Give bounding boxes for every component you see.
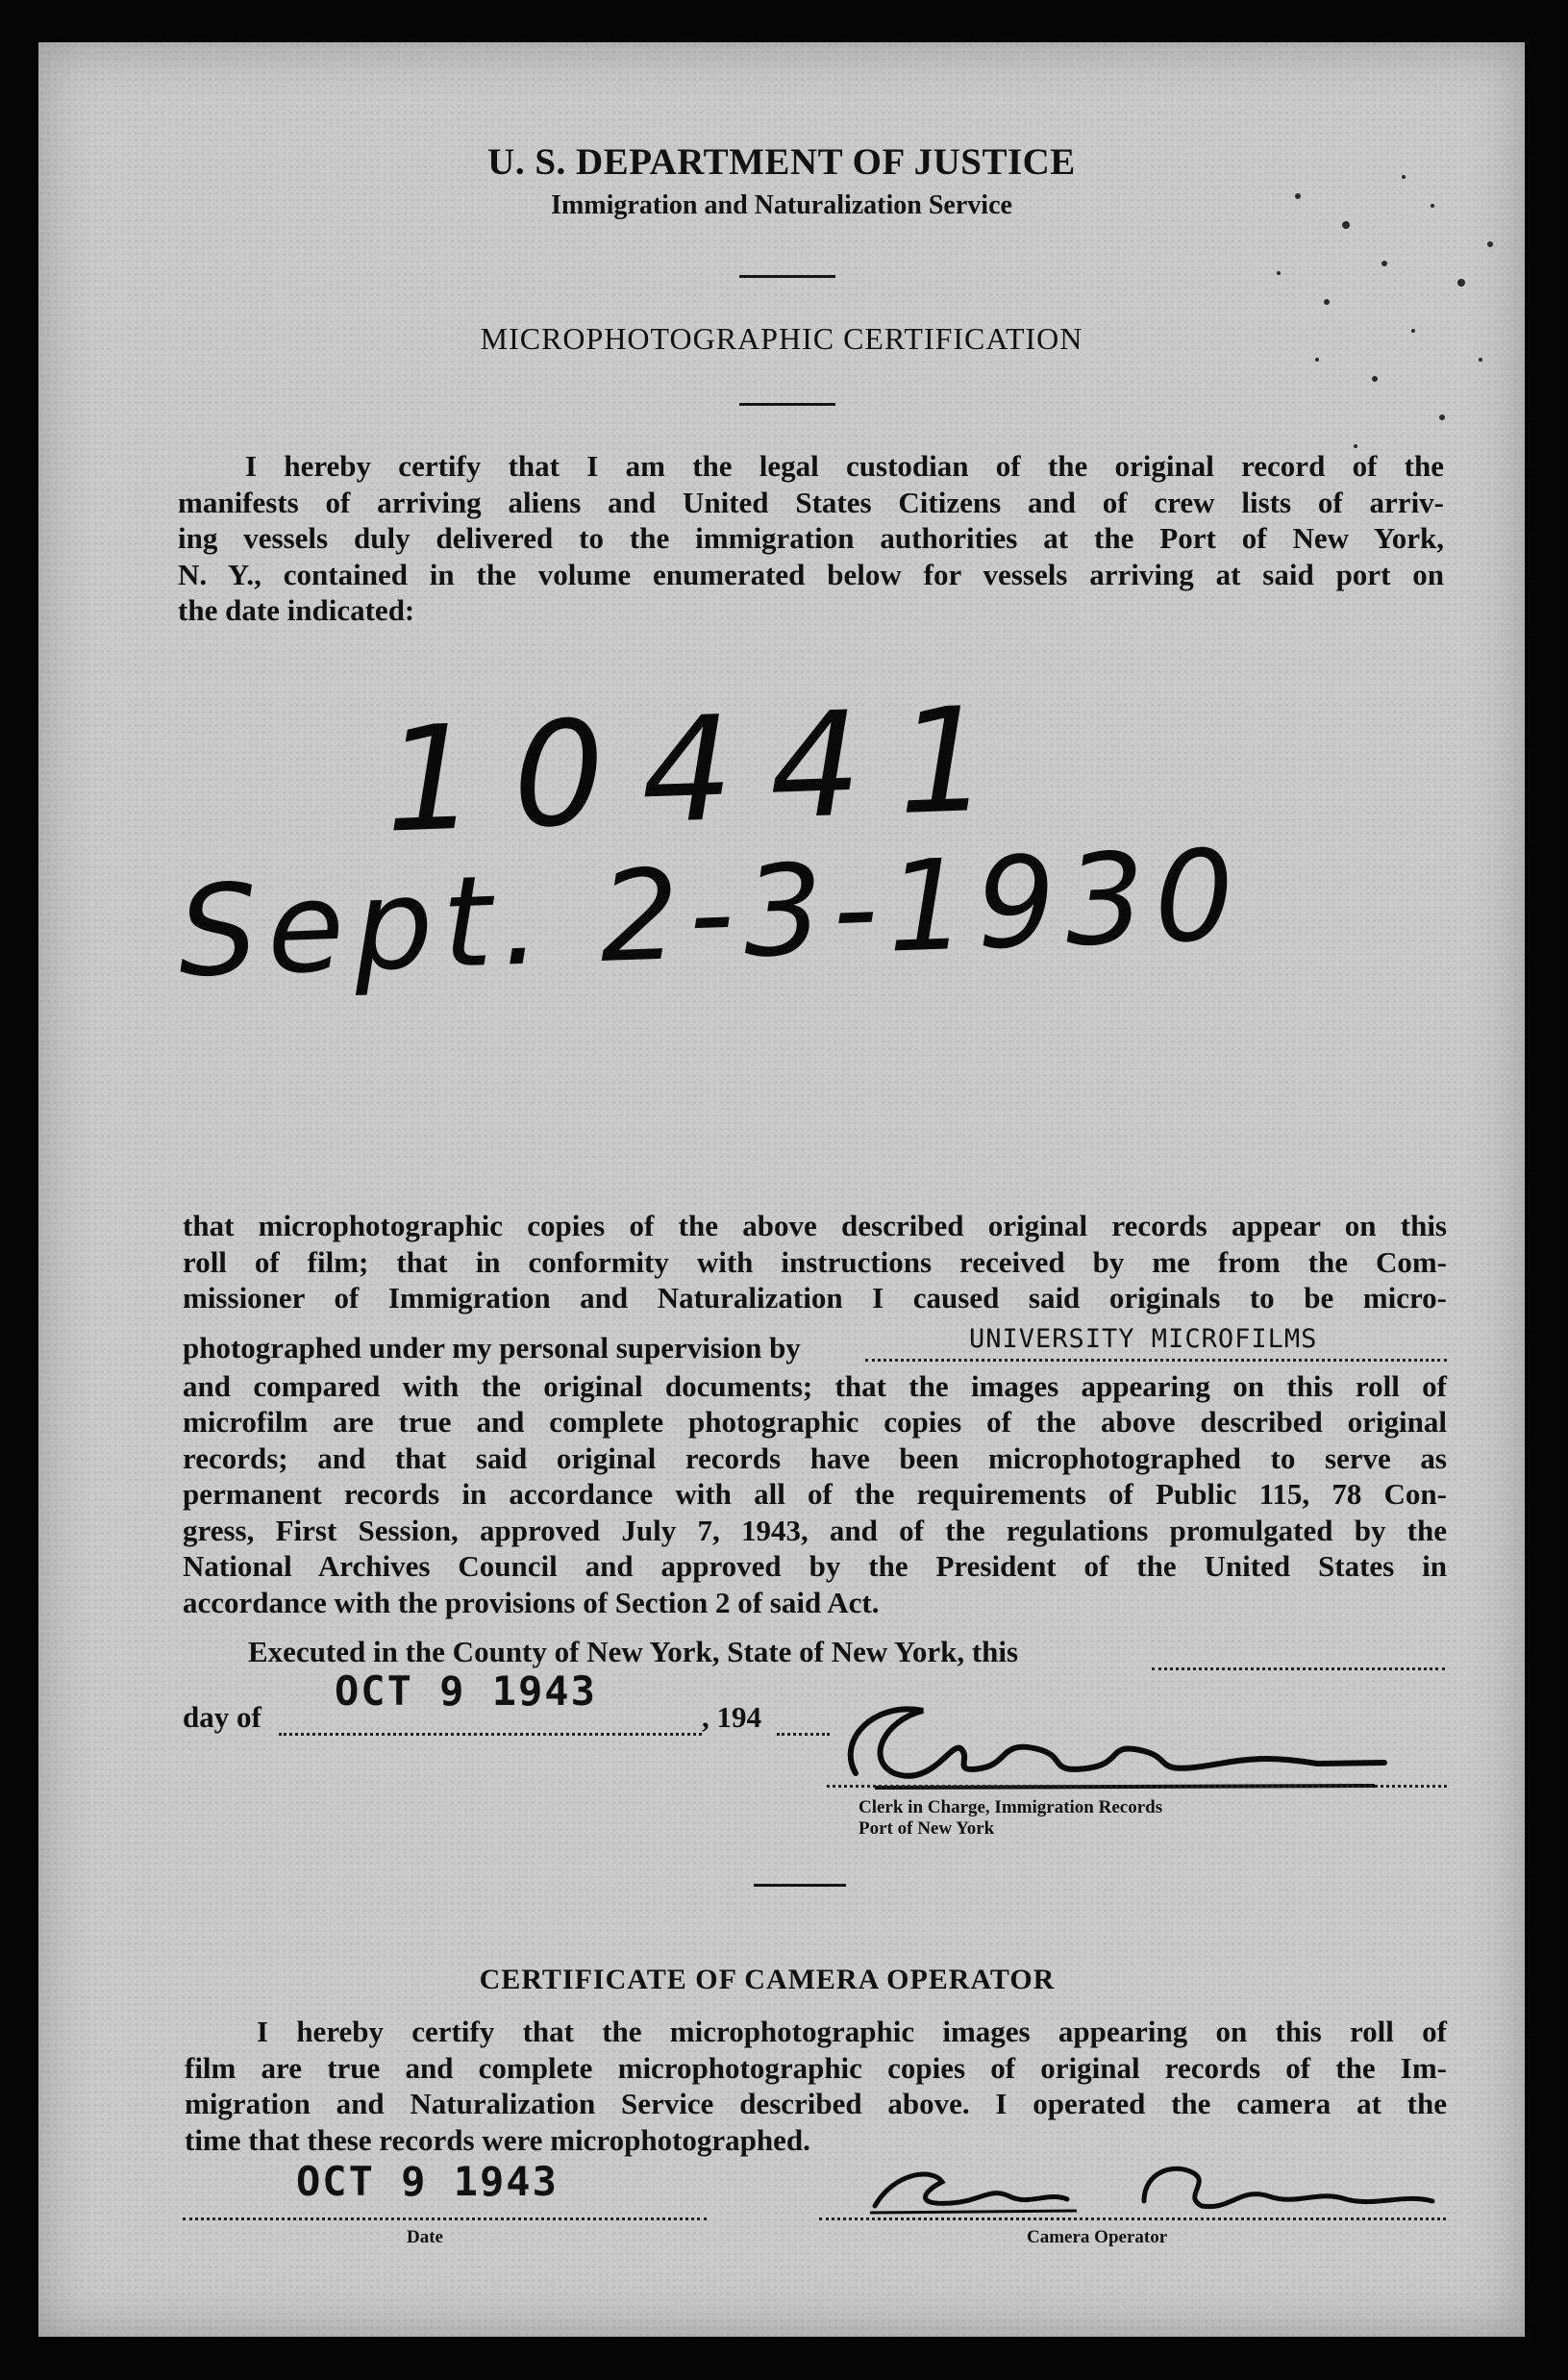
body-line: permanent records in accordance with all of the requirements of Public 115, 78 Con-: [183, 1477, 1447, 1511]
operator-dotted-line: [819, 2217, 1446, 2220]
executed-text: Executed in the County of New York, State of New York, this: [248, 1635, 1019, 1668]
supervisor-dotted-line: [865, 1359, 1447, 1362]
body-line: microfilm are true and complete photographic copies of the above described original: [183, 1405, 1447, 1439]
handwritten-volume-dates: Sept. 2-3-1930: [175, 821, 1247, 1006]
camera-operator-title: CERTIFICATE OF CAMERA OPERATOR: [479, 1964, 1056, 1995]
intro-line: manifests of arriving aliens and United States Citizens and of crew lists of arriv-: [178, 485, 1444, 519]
body-line: National Archives Council and approved by the President of the United States in: [183, 1549, 1447, 1583]
operator-line: film are true and complete microphotographic copies of original records of the Im-: [185, 2050, 1447, 2085]
intro-line: ing vessels duly delivered to the immigration authorities at the Port of New York,: [178, 521, 1444, 555]
intro-line: the date indicated:: [178, 593, 415, 627]
supervisor-stamp: UNIVERSITY MICROFILMS: [969, 1323, 1318, 1354]
body-line: and compared with the original documents; that the images appearing on this roll of: [183, 1368, 1447, 1403]
camera-operator-paragraph: [185, 2014, 1447, 2158]
executed-date-stamp: OCT 9 1943: [335, 1667, 597, 1715]
clerk-title-line1: Clerk in Charge, Immigration Records: [859, 1797, 1163, 1817]
operator-line: time that these records were microphotographed.: [185, 2122, 810, 2157]
body-line: missioner of Immigration and Naturalization I caused said originals to be micro-: [183, 1281, 1447, 1315]
body-line: accordance with the provisions of Section 2 of said Act.: [183, 1585, 880, 1619]
header-divider: [739, 275, 835, 278]
section-divider: [754, 1884, 846, 1887]
document-sheet: [38, 42, 1525, 2337]
operator-label: Camera Operator: [1027, 2227, 1168, 2247]
day-of-label: day of: [183, 1700, 261, 1734]
executed-dotted-line: [1152, 1667, 1445, 1670]
title-divider: [739, 403, 835, 406]
clerk-title-line2: Port of New York: [859, 1818, 995, 1839]
handwritten-volume-number: 10441: [382, 675, 1030, 865]
supervision-line: [183, 1316, 1447, 1368]
body-line: roll of film; that in conformity with instructions received by me from the Com-: [183, 1244, 1447, 1279]
service-subheading: Immigration and Naturalization Service: [551, 190, 1012, 220]
intro-paragraph: [178, 448, 1444, 629]
date-label: Date: [407, 2227, 443, 2247]
body-line: that microphotographic copies of the above described original records appear on this: [183, 1209, 1447, 1242]
operator-line: migration and Naturalization Service described above. I operated the camera at the: [185, 2087, 1447, 2120]
certification-title: MICROPHOTOGRAPHIC CERTIFICATION: [480, 321, 1083, 356]
body-paragraph: [183, 1208, 1447, 1620]
body-line: records; and that said original records have been microphotographed to serve as: [183, 1441, 1447, 1475]
operator-line: I hereby certify that the microphotographic images appearing on this roll of: [257, 2015, 1447, 2048]
body-line: gress, First Session, approved July 7, 1943, and of the regulations promulgated by the: [183, 1513, 1447, 1547]
clerk-signature: [817, 1682, 1394, 1807]
intro-line: I hereby certify that I am the legal custodian of the original record of the: [245, 449, 1444, 483]
clerk-signature-line: [827, 1785, 1447, 1788]
supervision-prefix: photographed under my personal supervision by: [183, 1330, 801, 1365]
year-prefix: , 194: [702, 1700, 761, 1734]
date-dotted-line: [183, 2217, 707, 2220]
department-heading: U. S. DEPARTMENT OF JUSTICE: [487, 141, 1076, 183]
operator-date-stamp: OCT 9 1943: [296, 2158, 559, 2205]
intro-line: N. Y., contained in the volume enumerated below for vessels arriving at said port on: [178, 557, 1444, 591]
day-of-dotted-line: [279, 1733, 702, 1736]
